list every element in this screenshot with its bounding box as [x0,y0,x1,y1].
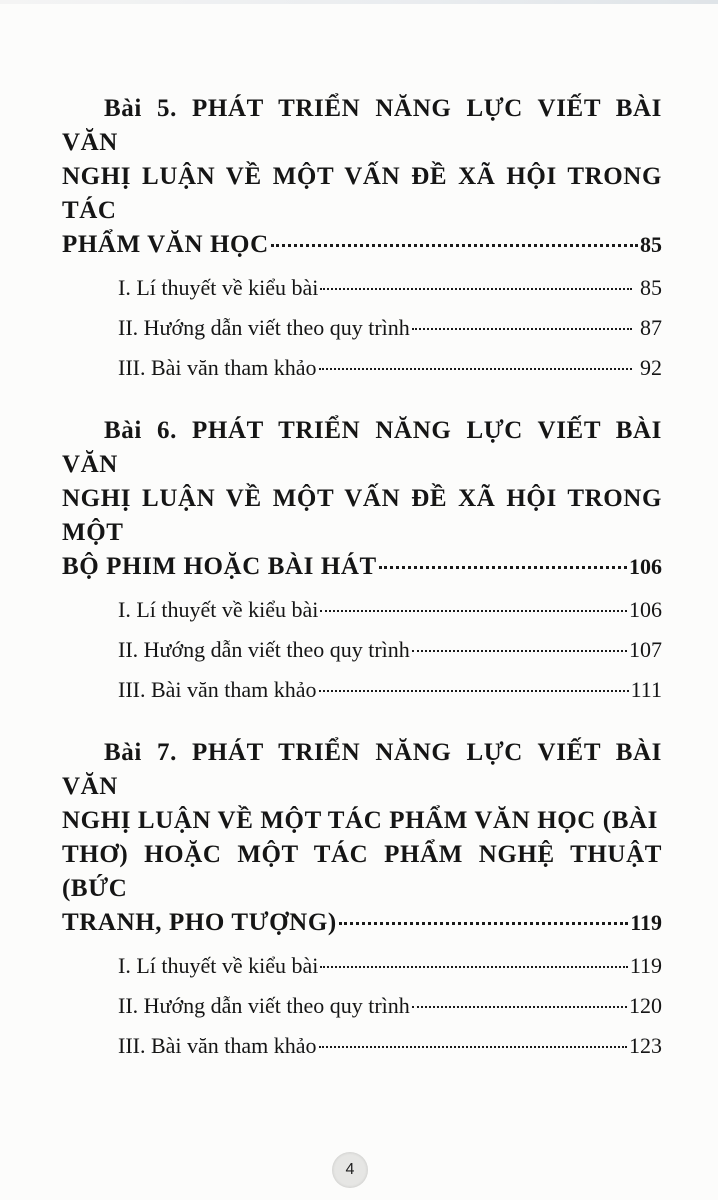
lesson-items [62,946,662,1066]
entry-page-number: 123 [629,1033,662,1058]
lesson-title-line: Bài 7. PHÁT TRIỂN NĂNG LỰC VIẾT BÀI VĂN [62,739,662,800]
entry-label: II. Hướng dẫn viết theo quy trình [118,993,410,1018]
entry-page-number: 106 [629,597,662,622]
entry-label: I. Lí thuyết về kiểu bài [118,597,319,622]
dot-leader [319,1046,627,1048]
lesson-page-number: 85 [640,232,662,257]
lesson-title-line: NGHỊ LUẬN VỀ MỘT VẤN ĐỀ XÃ HỘI TRONG MỘT [62,485,662,546]
lesson-title-end: TRANH, PHO TƯỢNG) [62,909,337,936]
lesson-7 [62,736,662,1066]
toc-entry [118,268,662,308]
lesson-items [62,590,662,710]
lesson-6 [62,414,662,710]
entry-label: II. Hướng dẫn viết theo quy trình [118,637,410,662]
toc-entry [118,308,662,348]
entry-page-number: 119 [629,953,662,978]
lesson-title-last-line [62,228,662,262]
entry-label: III. Bài văn tham khảo [118,355,317,380]
dot-leader [320,610,627,612]
top-edge [0,0,718,4]
dot-leader [271,244,638,247]
lesson-5 [62,92,662,388]
entry-label: III. Bài văn tham khảo [118,677,317,702]
toc-entry [118,946,662,986]
lesson-title-line: Bài 5. PHÁT TRIỂN NĂNG LỰC VIẾT BÀI VĂN [62,95,662,156]
lesson-items [62,268,662,388]
dot-leader [320,288,632,290]
lesson-title-end: BỘ PHIM HOẶC BÀI HÁT [62,553,377,580]
dot-leader [412,1006,627,1008]
toc-entry [118,986,662,1026]
lesson-page-number: 106 [629,554,662,579]
entry-label: I. Lí thuyết về kiểu bài [118,953,319,978]
lesson-title-line: Bài 6. PHÁT TRIỂN NĂNG LỰC VIẾT BÀI VĂN [62,417,662,478]
entry-label: II. Hướng dẫn viết theo quy trình [118,315,410,340]
entry-page-number: 120 [629,993,662,1018]
entry-page-number: 92 [640,355,662,380]
dot-leader [339,922,628,925]
lesson-title-line: NGHỊ LUẬN VỀ MỘT TÁC PHẨM VĂN HỌC (BÀI [62,807,658,834]
page-number-badge: 4 [332,1152,368,1188]
entry-label: I. Lí thuyết về kiểu bài [118,275,319,300]
lesson-title-last-line [62,550,662,584]
dot-leader [320,966,627,968]
toc-entry [118,348,662,388]
table-of-contents [62,92,662,1066]
lesson-title-line: NGHỊ LUẬN VỀ MỘT VẤN ĐỀ XÃ HỘI TRONG TÁC [62,163,662,224]
toc-entry [118,670,662,710]
entry-label: III. Bài văn tham khảo [118,1033,317,1058]
lesson-title-last-line [62,906,662,940]
toc-entry [118,590,662,630]
entry-page-number: 87 [640,315,662,340]
entry-page-number: 85 [640,275,662,300]
dot-leader [379,566,627,569]
dot-leader [412,328,632,330]
dot-leader [412,650,627,652]
toc-entry [118,1026,662,1066]
dot-leader [319,368,632,370]
dot-leader [319,690,629,692]
entry-page-number: 107 [629,637,662,662]
toc-entry [118,630,662,670]
lesson-page-number: 119 [630,910,662,935]
lesson-title-line: THƠ) HOẶC MỘT TÁC PHẨM NGHỆ THUẬT (BỨC [62,841,662,902]
lesson-title-end: PHẨM VĂN HỌC [62,231,269,258]
entry-page-number: 111 [630,677,662,702]
